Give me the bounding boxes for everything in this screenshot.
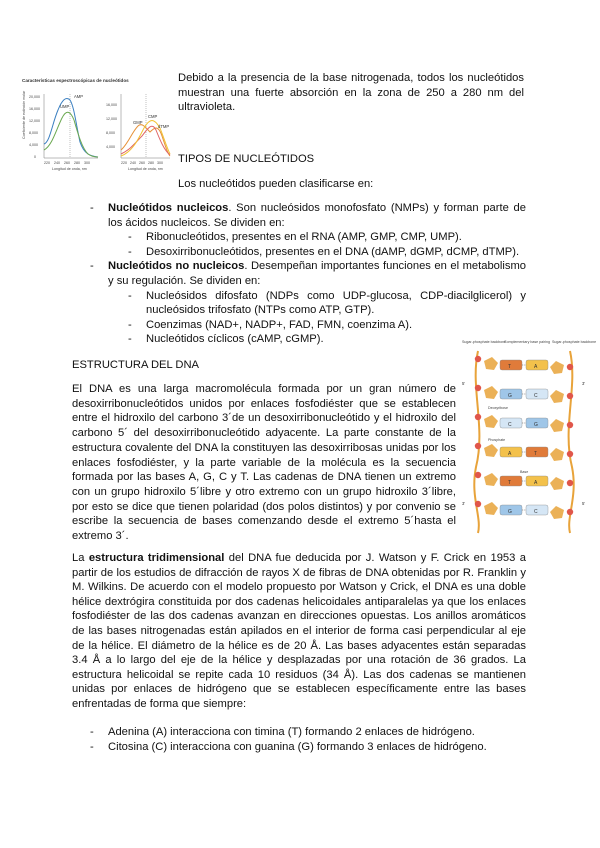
base-label: Base [520, 470, 529, 474]
deoxyribose-right [550, 506, 564, 519]
phosphate-left [475, 472, 481, 478]
bullet-dash: - [90, 260, 94, 273]
xtick: 240 [130, 161, 136, 165]
ump-curve [44, 112, 98, 157]
estructura-heading: ESTRUCTURA DEL DNA [72, 359, 200, 371]
phosphate-left [475, 385, 481, 391]
phosphate-left [475, 414, 481, 420]
bullet-dash: - [90, 740, 94, 753]
list-subitem [90, 289, 526, 318]
spectra-figure [22, 78, 172, 178]
ytick: 16,000 [29, 107, 40, 111]
estructura-paragraph: El DNA es una larga macromolécula formada por un gran número de desoxirribonucleótidos unidos por enlaces fosfodiéster que se establecen entre el hidroxilo del carbono 3´de un desoxirribonucleótido y el hidroxilo del carbono 5´ del desoxirribonucleótido adyacente. La parte constante de la estructura covalente del DNA la constituyen las desoxirribosas unidas por los enlaces fosfodiéster, y la parte variable de la molécula es la secuencia formada por las bases A, G, C y T. Las cadenas de DNA tienen un extremo con un grupo hidroxilo 5´libre y otro extremo con un grupo hidroxilo 3´libre, por esto se dice que tienen polaridad (dos polos distintos) y por convenio se escribe la secuencia de bases comenzando desde el extremo 5´hasta el extremo 3´. [72, 383, 456, 543]
list-subitem [90, 230, 526, 245]
deoxyribose-left [484, 386, 498, 399]
end-label: 5' [462, 381, 466, 386]
phosphate-right [567, 393, 573, 399]
base-letter: G [508, 393, 512, 399]
col-label-left: Sugar-phosphate backbone [462, 340, 507, 344]
list-item [90, 725, 530, 740]
ytick: 8,000 [106, 131, 115, 135]
phosphate-left [475, 356, 481, 362]
right-yticks [106, 103, 117, 149]
bullet-dash: - [128, 318, 132, 331]
base-letter: T [534, 451, 538, 457]
right-xticks [121, 161, 163, 165]
left-xticks [44, 161, 90, 165]
ytick: 4,000 [29, 143, 38, 147]
tri-text: del DNA fue deducida por J. Watson y F. Crick en 1953 a partir de los estudios de difracción de rayos X de fibras de DNA obtenidas por R. Franklin y M. Wilkins. De acuerdo con el modelo propuesto por Watson y Crick, el DNA es una doble hélice dextrógira constituida por dos cadenas helicoidales antiparalelas ya que los enlaces fosfodiéster de las dos cadenas avanzan en direcciones opuestas. Los anillos aromáticos de las bases nitrogenadas están apilados en el interior de forma casi perpendicular al eje de la hélice. El diámetro de la hélice es de 20 Å. Las bases adyacentes están separadas 3.4 Å a lo largo del eje de la hélice y desplazadas por una rotación de 36 grados. La estructura helicoidal se repite cada 10 residuos (34 Å). Las dos cadenas se mantienen unidas por enlaces de hidrógeno que se establecen específicamente entre las bases enfrentadas de forma que siempre: [72, 552, 526, 710]
pairs-list [90, 725, 530, 754]
base-letter: T [508, 364, 512, 370]
ytick: 12,000 [29, 119, 40, 123]
ytick: 8,000 [29, 131, 38, 135]
deoxyribose-right [550, 361, 564, 374]
col-label-right: Sugar-phosphate backbone [552, 340, 597, 344]
right-xlabel: Longitud de onda, nm [128, 167, 163, 171]
tipos-list [90, 201, 526, 347]
spectra-plots [22, 84, 172, 176]
dna-rows [474, 351, 573, 533]
base-letter: A [534, 480, 538, 486]
deoxyribose-left [484, 444, 498, 457]
subitem-text: Desoxirribonucleótidos, presentes en el DNA (dAMP, dGMP, dCMP, dTMP). [146, 245, 520, 258]
xtick: 220 [44, 161, 50, 165]
deoxyribose-left [484, 502, 498, 515]
tri-bold: estructura tridimensional [88, 552, 225, 564]
deoxyribose-left [484, 357, 498, 370]
deoxyribose-label: Deoxyribose [488, 406, 508, 410]
tri-pre: La [72, 552, 89, 564]
xtick: 240 [54, 161, 60, 165]
deoxyribose-left [484, 415, 498, 428]
dna-figure [460, 337, 597, 535]
phosphate-left [475, 443, 481, 449]
pair-text: Citosina (C) interacciona con guanina (G) formando 3 enlaces de hidrógeno. [108, 740, 487, 753]
base-letter: G [534, 422, 538, 428]
col-label-middle: Complementary base pairing [504, 340, 550, 344]
list-item [90, 201, 526, 230]
end-label: 3' [462, 501, 466, 506]
phosphate-right [567, 364, 573, 370]
deoxyribose-left [484, 473, 498, 486]
bullet-dash: - [90, 726, 94, 738]
base-letter: T [508, 480, 512, 486]
tipos-intro: Los nucleótidos pueden clasificarse en: [178, 178, 374, 190]
dtmp-label: dTMP [158, 124, 170, 129]
gmp-label: GMP [133, 120, 143, 125]
base-letter: C [534, 509, 538, 515]
xtick: 280 [74, 161, 80, 165]
amp-curve [44, 98, 98, 157]
xtick: 260 [64, 161, 70, 165]
spectra-figure-title: Características espectroscópicas de nucleótidos [22, 78, 129, 83]
item1-title: Nucleótidos nucleicos [108, 202, 229, 214]
tridimensional-paragraph [72, 551, 526, 712]
list-item [90, 740, 530, 755]
phosphate-right [567, 480, 573, 486]
base-letter: C [508, 422, 512, 428]
bullet-dash: - [128, 333, 132, 346]
base-letter: C [534, 393, 538, 399]
spectra-ylabel: Coeficiente de extinción molar [22, 90, 26, 139]
pair-text: Adenina (A) interacciona con timina (T) formando 2 enlaces de hidrógeno. [108, 726, 475, 738]
phosphate-left [475, 501, 481, 507]
deoxyribose-right [550, 390, 564, 403]
phosphate-label: Phosphate [488, 438, 506, 442]
left-xlabel: Longitud de onda, nm [52, 167, 87, 171]
ytick: 16,000 [106, 103, 117, 107]
right-backbone [569, 351, 574, 533]
bullet-dash: - [128, 289, 132, 302]
end-label: 5' [582, 501, 586, 506]
list-item [90, 259, 526, 288]
deoxyribose-right [550, 448, 564, 461]
end-label: 3' [582, 381, 586, 386]
xtick: 280 [148, 161, 154, 165]
item2-text: . Desempeñan importantes funciones en el metabolismo y su regulación. Se dividen en: [108, 260, 527, 287]
phosphate-right [567, 509, 573, 515]
base-letter: G [508, 509, 512, 515]
ytick: 20,000 [29, 95, 40, 99]
ump-label: UMP [60, 104, 70, 109]
ytick: 4,000 [106, 145, 115, 149]
ytick: 12,000 [106, 117, 117, 121]
xtick: 260 [139, 161, 145, 165]
tipos-heading: TIPOS DE NUCLEÓTIDOS [178, 153, 315, 165]
bullet-dash: - [90, 202, 94, 214]
item1-text: . Son nucleósidos monofosfato (NMPs) y forman parte de los ácidos nucleicos. Se dividen en: [108, 202, 526, 229]
intro-paragraph: Debido a la presencia de la base nitrogenada, todos los nucleótidos muestran una fuerte absorción en la zona de 250 a 280 nm del ultravioleta. [178, 72, 524, 114]
phosphate-right [567, 422, 573, 428]
base-letter: A [508, 451, 512, 457]
left-yticks [29, 95, 40, 159]
base-letter: A [534, 364, 538, 370]
ytick: 0 [34, 155, 36, 159]
list-subitem [90, 245, 526, 260]
bullet-dash: - [128, 245, 132, 258]
subitem-text: Nucleósidos difosfato (NDPs como UDP-glucosa, CDP-diacilglicerol) y nucleósidos trifosfato (NTPs como ATP, GTP). [146, 289, 526, 317]
item2-title: Nucleótidos no nucleicos [108, 260, 245, 273]
deoxyribose-right [550, 419, 564, 432]
xtick: 220 [121, 161, 127, 165]
bullet-dash: - [128, 231, 132, 244]
subitem-text: Coenzimas (NAD+, NADP+, FAD, FMN, coenzima A). [146, 318, 413, 331]
cmp-label: CMP [148, 114, 158, 119]
subitem-text: Nucleótidos cíclicos (cAMP, cGMP). [146, 333, 324, 346]
deoxyribose-right [550, 477, 564, 490]
list-subitem [90, 318, 526, 333]
amp-label: AMP [74, 94, 84, 99]
xtick: 300 [84, 161, 90, 165]
phosphate-right [567, 451, 573, 457]
dna-diagram [460, 337, 597, 535]
xtick: 300 [157, 161, 163, 165]
subitem-text: Ribonucleótidos, presentes en el RNA (AMP, GMP, CMP, UMP). [146, 231, 462, 244]
